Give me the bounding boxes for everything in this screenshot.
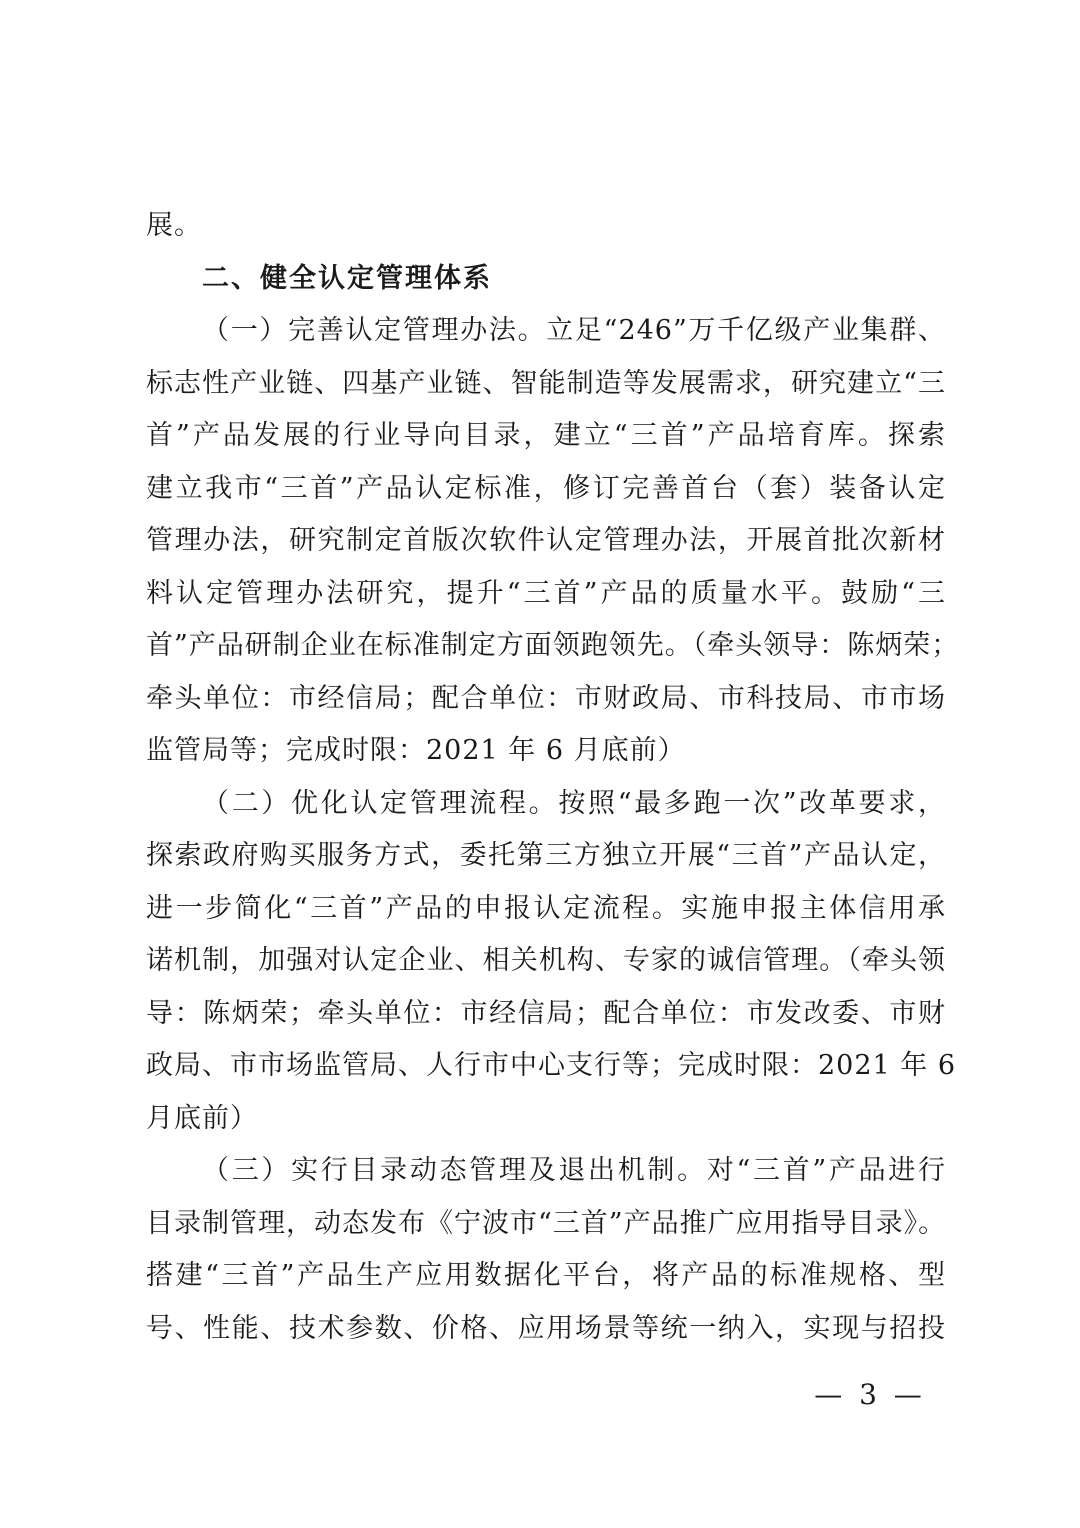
paragraph-line: （二）优化认定管理流程。按照“最多跑一次”改革要求， [202,787,946,819]
paragraph-line: 首”产品研制企业在标准制定方面领跑领先。（牵头领导：陈炳荣； [146,630,960,661]
paragraph-line: 建立我市“三首”产品认定标准，修订完善首台（套）装备认定 [146,472,946,504]
paragraph-line: 诺机制，加强对认定企业、相关机构、专家的诚信管理。（牵头领 [146,945,946,976]
paragraph-line: 探索政府购买服务方式，委托第三方独立开展“三首”产品认定， [146,840,946,871]
paragraph-line: 标志性产业链、四基产业链、智能制造等发展需求，研究建立“三 [146,367,946,399]
paragraph-line: 政局、市市场监管局、人行市中心支行等；完成时限：2021 年 6 [146,1050,957,1081]
paragraph-line: 目录制管理，动态发布《宁波市“三首”产品推广应用指导目录》。 [146,1207,947,1239]
paragraph-line: 牵头单位：市经信局；配合单位：市财政局、市科技局、市市场 [146,682,946,714]
paragraph-line: 导：陈炳荣；牵头单位：市经信局；配合单位：市发改委、市财 [146,997,946,1029]
section-heading: 二、健全认定管理体系 [202,262,492,294]
paragraph-line: （一）完善认定管理办法。立足“246”万千亿级产业集群、 [202,315,946,346]
paragraph-line: 月底前） [146,1102,258,1134]
paragraph-line: 号、性能、技术参数、价格、应用场景等统一纳入，实现与招投 [146,1312,946,1344]
paragraph-line: 料认定管理办法研究，提升“三首”产品的质量水平。鼓励“三 [146,577,946,609]
paragraph-line: （三）实行目录动态管理及退出机制。对“三首”产品进行 [202,1155,946,1186]
paragraph-line: 管理办法，研究制定首版次软件认定管理办法，开展首批次新材 [146,525,946,556]
paragraph-line: 监管局等；完成时限：2021 年 6 月底前） [146,735,686,766]
paragraph-line: 搭建“三首”产品生产应用数据化平台，将产品的标准规格、型 [146,1260,946,1291]
paragraph-line: 首”产品发展的行业导向目录，建立“三首”产品培育库。探索 [146,420,946,451]
paragraph-line: 展。 [146,210,202,241]
paragraph-line: 进一步简化“三首”产品的申报认定流程。实施申报主体信用承 [146,892,946,924]
document-body [146,200,960,1355]
page-number: — 3 — [814,1378,926,1411]
